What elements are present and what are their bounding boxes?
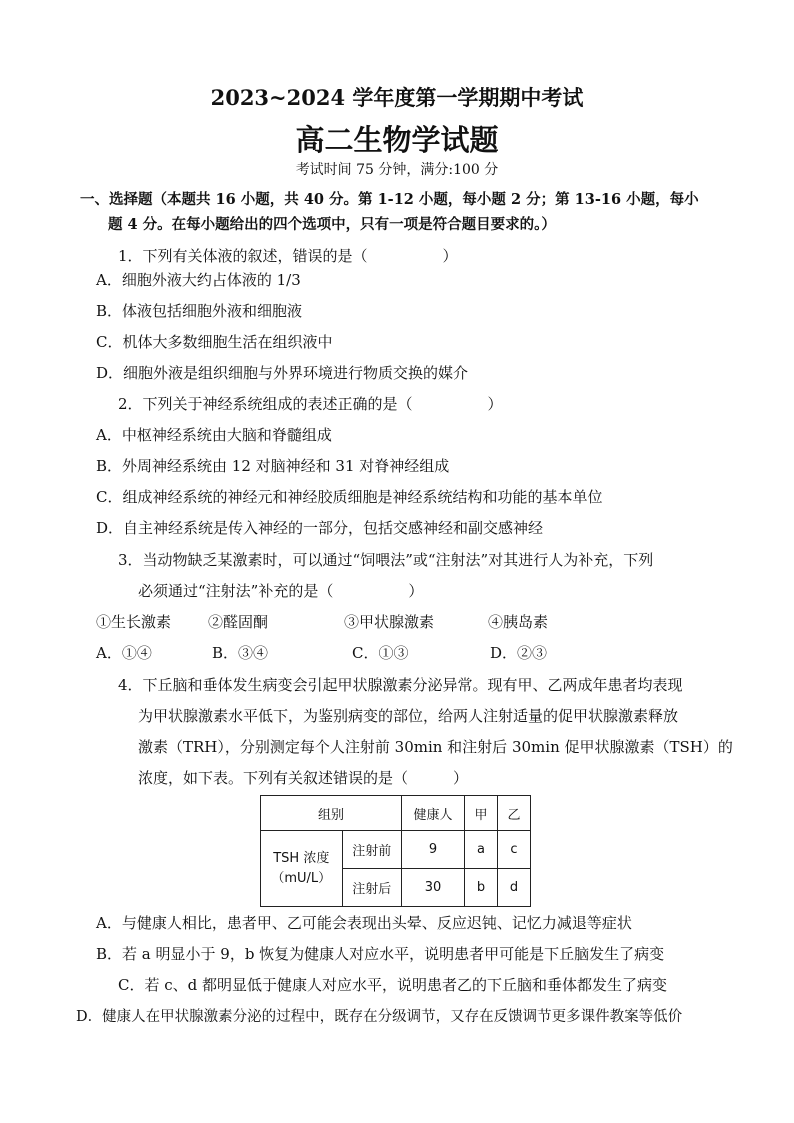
- tsh-label-line1: TSH 浓度: [273, 850, 330, 866]
- question-4-option-b: B．若 a 明显小于 9，b 恢复为健康人对应水平，说明患者甲可能是下丘脑发生了病变: [96, 945, 665, 963]
- subject-title: 高二生物学试题: [295, 123, 499, 157]
- table-cell-pre-jia: a: [465, 831, 498, 869]
- question-2-stem: 2．下列关于神经系统组成的表述正确的是（ ）: [118, 395, 503, 413]
- table-cell-pre-yi: c: [498, 831, 531, 869]
- question-3-stem-line1: 3．当动物缺乏某激素时，可以通过“饲喂法”或“注射法”对其进行人为补充，下列: [118, 551, 654, 569]
- question-3-choice-c: C．①③: [352, 644, 409, 662]
- table-header-jia: 甲: [465, 796, 498, 831]
- table-cell-post-yi: d: [498, 869, 531, 907]
- question-3-choice-d: D．②③: [490, 644, 548, 662]
- table-header-healthy: 健康人: [402, 796, 465, 831]
- tsh-table: [260, 795, 531, 907]
- exam-title: 2023~2024 学年度第一学期期中考试: [210, 85, 584, 110]
- question-1-option-d: D．细胞外液是组织细胞与外界环境进行物质交换的媒介: [96, 364, 469, 382]
- question-3-stem-line2: 必须通过“注射法”补充的是（ ）: [138, 582, 424, 600]
- question-2-option-b: B．外周神经系统由 12 对脑神经和 31 对脊神经组成: [96, 457, 450, 475]
- section-heading-line2: 题 4 分。在每小题给出的四个选项中，只有一项是符合题目要求的。）: [108, 216, 556, 233]
- question-1-stem: 1．下列有关体液的叙述，错误的是（ ）: [118, 247, 458, 265]
- question-1-option-b: B．体液包括细胞外液和细胞液: [96, 302, 303, 320]
- question-3-choice-b: B．③④: [212, 644, 269, 662]
- question-4-option-c: C．若 c、d 都明显低于健康人对应水平，说明患者乙的下丘脑和垂体都发生了病变: [118, 976, 668, 994]
- table-label-post: 注射后: [342, 869, 401, 907]
- tsh-label-line2: （mU/L）: [271, 870, 332, 886]
- question-2-option-c: C．组成神经系统的神经元和神经胶质细胞是神经系统结构和功能的基本单位: [96, 488, 603, 506]
- table-cell-post-jia: b: [465, 869, 498, 907]
- question-3-item-4: ④胰岛素: [488, 613, 549, 631]
- question-4-stem-line3: 激素（TRH），分别测定每个人注射前 30min 和注射后 30min 促甲状腺激素（TSH）的: [138, 738, 733, 756]
- question-3-item-1: ①生长激素: [96, 613, 172, 631]
- question-4-option-a: A．与健康人相比，患者甲、乙可能会表现出头晕、反应迟钝、记忆力减退等症状: [96, 914, 632, 932]
- question-4-stem-line2: 为甲状腺激素水平低下，为鉴别病变的部位，给两人注射适量的促甲状腺激素释放: [138, 707, 679, 725]
- table-row-label: [261, 831, 343, 907]
- question-3-item-2: ②醛固酮: [208, 613, 269, 631]
- question-4-stem-line1: 4．下丘脑和垂体发生病变会引起甲状腺激素分泌异常。现有甲、乙两成年患者均表现: [118, 676, 683, 694]
- question-1-option-a: A．细胞外液大约占体液的 1/3: [96, 271, 301, 289]
- question-3-choice-a: A．①④: [96, 644, 152, 662]
- question-3-item-3: ③甲状腺激素: [344, 613, 435, 631]
- question-2-option-d: D．自主神经系统是传入神经的一部分，包括交感神经和副交感神经: [96, 519, 544, 537]
- table-label-pre: 注射前: [342, 831, 401, 869]
- question-1-option-c: C．机体大多数细胞生活在组织液中: [96, 333, 333, 351]
- question-4-stem-line4: 浓度，如下表。下列有关叙述错误的是（ ）: [138, 769, 469, 787]
- question-4-option-d: D．健康人在甲状腺激素分泌的过程中，既存在分级调节，又存在反馈调节更多课件教案等低价: [76, 1009, 683, 1025]
- section-heading-line1: 一、选择题（本题共 16 小题，共 40 分。第 1-12 小题，每小题 2 分；第 13-16 小题，每小: [80, 191, 699, 208]
- table-cell-pre-healthy: 9: [402, 831, 465, 869]
- exam-meta: 考试时间 75 分钟，满分:100 分: [295, 162, 499, 178]
- question-2-option-a: A．中枢神经系统由大脑和脊髓组成: [96, 426, 332, 444]
- table-header-yi: 乙: [498, 796, 531, 831]
- table-cell-post-healthy: 30: [402, 869, 465, 907]
- table-header-group: 组别: [261, 796, 402, 831]
